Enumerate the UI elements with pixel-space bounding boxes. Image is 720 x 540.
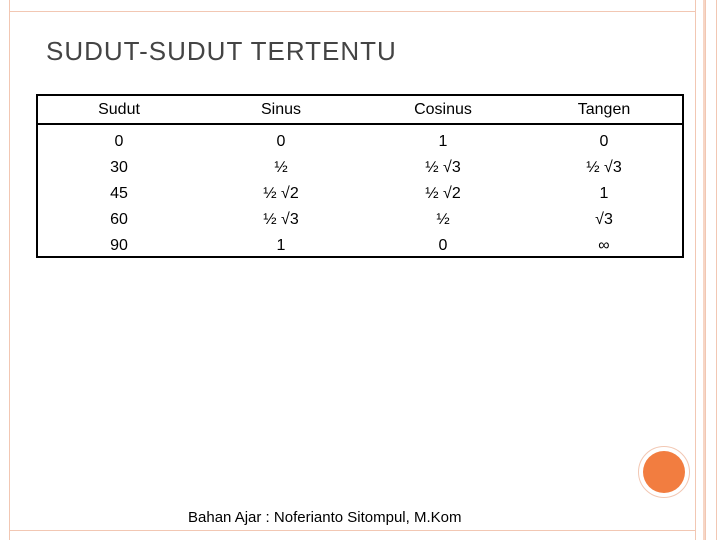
cell-sinus: 1	[276, 237, 286, 254]
table-header-row	[38, 96, 684, 124]
header-cosinus: Cosinus	[362, 96, 524, 124]
cell-tangen: √3	[595, 211, 613, 228]
cell-tangen: 1	[599, 185, 609, 202]
cell-cosinus: ½ √3	[425, 159, 461, 176]
cell-sinus: ½ √2	[263, 185, 299, 202]
table-row	[38, 155, 684, 181]
slide-frame-right-line	[705, 0, 706, 540]
cell-cosinus: 1	[438, 133, 448, 150]
slide-frame-top-line	[9, 11, 695, 12]
cell-sudut: 60	[110, 211, 128, 228]
footer-credit: Bahan Ajar : Noferianto Sitompul, M.Kom	[188, 509, 462, 526]
cell-sudut: 0	[114, 133, 124, 150]
cell-tangen: 0	[599, 133, 609, 150]
trig-values-table	[36, 94, 684, 258]
slide-frame-bottom-line	[9, 530, 695, 531]
slide-frame-left-line	[9, 0, 10, 540]
table-row	[38, 207, 684, 233]
header-sudut: Sudut	[38, 96, 200, 124]
cell-sudut: 45	[110, 185, 128, 202]
cell-cosinus: ½	[436, 211, 450, 228]
table-row	[38, 181, 684, 207]
table-row	[38, 124, 684, 155]
header-tangen: Tangen	[524, 96, 684, 124]
cell-tangen: ½ √3	[586, 159, 622, 176]
table-row	[38, 233, 684, 259]
slide-title: SUDUT-SUDUT TERTENTU	[46, 36, 397, 66]
cell-sudut: 30	[110, 159, 128, 176]
cell-sinus: 0	[276, 133, 286, 150]
cell-cosinus: 0	[438, 237, 448, 254]
slide-frame-right-line	[716, 0, 717, 540]
slide-frame-right-line	[695, 0, 696, 540]
cell-cosinus: ½ √2	[425, 185, 461, 202]
header-sinus: Sinus	[200, 96, 362, 124]
cell-sinus: ½ √3	[263, 211, 299, 228]
decorative-orange-circle	[643, 451, 685, 493]
cell-tangen: ∞	[598, 237, 610, 254]
cell-sudut: 90	[110, 237, 128, 254]
cell-sinus: ½	[274, 159, 288, 176]
